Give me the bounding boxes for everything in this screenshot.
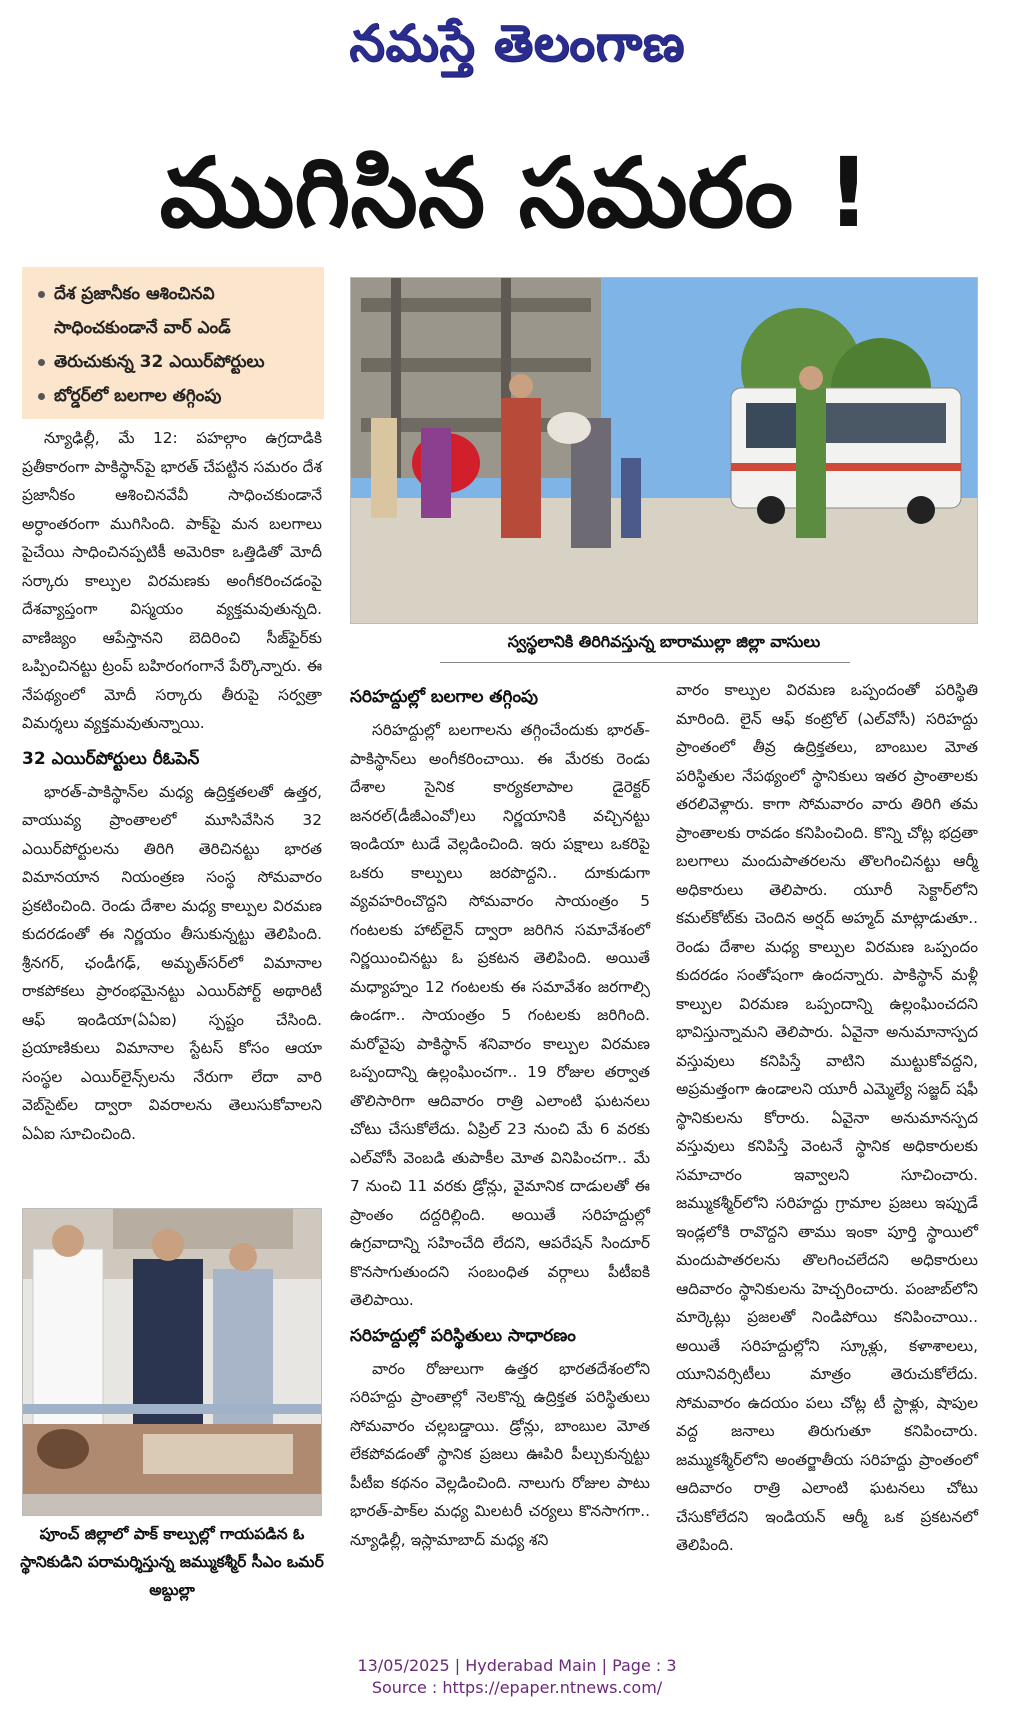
article-normalcy-body: వారం రోజులుగా ఉత్తర భారతదేశంలోని సరిహద్దు ప్రాంతాల్లో నెలకొన్న ఉద్రిక్తత పరిస్థితులు సోమవారం చల్లబడ్డాయి. డ్రోన్లు, బాంబుల మోత లేకపోవడంతో స్థానిక ప్రజలు ఊపిరి పీల్చుకున్నట్టు పీటీఐ కథనం వెల్లడించింది. నాలుగు రోజుల పాటు భారత్-పాక్‌ల మధ్య మిలటరీ చర్యలు కొనసాగగా.. న్యూఢిల్లీ, ఇస్లామాబాద్ మధ్య శని	[350, 1359, 650, 1549]
photo-returning-residents-image	[351, 278, 977, 623]
highlights-box	[22, 267, 324, 419]
subhead-normalcy: సరిహద్దుల్లో పరిస్థితులు సాధారణం	[350, 1325, 576, 1346]
subhead-airports: 32 ఎయిర్‌పోర్టులు రీఓపెన్	[22, 748, 200, 769]
column-3	[676, 676, 978, 1636]
article-lead: న్యూఢిల్లీ, మే 12: పహల్గాం ఉగ్రదాడికి ప్రతీకారంగా పాకిస్థాన్‌పై భారత్ చేపట్టిన సమరం దేశ ప్రజానీకం ఆశించినవేవీ సాధించకుండానే అర్ధాంతరంగా ముగిసింది. పాక్‌పై మన బలగాలు పైచేయి సాధించినప్పటికీ అమెరికా ఒత్తిడితో మోదీ సర్కారు కాల్పుల విరమణకు అంగీకరించడంపై దేశవ్యాప్తంగా విస్మయం వ్యక్తమవుతున్నది. వాణిజ్యం ఆపేస్తానని బెదిరించి సీజ్‌ఫైర్‌కు ఒప్పించినట్టు ట్రంప్ బహిరంగంగానే పేర్కొన్నారు. ఈ నేపథ్యంలో మోదీ సర్కారు తీరుపై సర్వత్రా విమర్శలు వ్యక్తమవుతున్నాయి.	[22, 429, 322, 732]
article-troop-body: సరిహద్దుల్లో బలగాలను తగ్గించేందుకు భారత్-పాకిస్థాన్‌లు అంగీకరించాయి. ఈ మేరకు రెండు దేశాల సైనిక కార్యకలాపాల డైరెక్టర్ జనరల్(డీజీఎంవో)లు నిర్ణయానికి వచ్చినట్టు ఇండియా టుడే వెల్లడించింది. ఇరు పక్షాలు ఒకరిపై ఒకరు కాల్పులు జరపొద్దని.. దూకుడుగా వ్యవహరించొద్దని సోమవారం సాయంత్రం 5 గంటలకు హాట్‌లైన్ ద్వారా జరిగిన సమావేశంలో నిర్ణయించినట్టు ఓ ప్రకటన తెలిపింది. అయితే మధ్యాహ్నం 12 గంటలకు ఈ సమావేశం జరగాల్సి ఉండగా.. సాయంత్రం 5 గంటలకు జరిగింది. మరోవైపు పాకిస్థాన్ శనివారం కాల్పుల విరమణ ఒప్పందాన్ని ఉల్లంఘించగా.. 19 రోజుల తర్వాత తొలిసారిగా ఆదివారం రాత్రి ఎలాంటి ఘటనలు చోటు చేసుకోలేదు. ఏప్రిల్ 23 నుంచి మే 6 వరకు ఎల్‌వోసీ వెంబడి తుపాకీల మోత వినిపించగా.. మే 7 నుంచి 11 వరకు డ్రోన్లు, వైమానిక దాడులతో ఈ ప్రాంతం దద్దరిల్లింది. అయితే సరిహద్దుల్లో ఉగ్రవాదాన్ని సహించేది లేదని, ఆపరేషన్ సిందూర్ కొనసాగుతుందని సంబంధిత వర్గాలు పీటీఐకి తెలిపాయి.	[350, 721, 650, 1309]
photo-returning-residents	[350, 277, 978, 624]
photo-cm-visit	[22, 1208, 322, 1516]
highlight-item: బోర్డర్‌లో బలగాల తగ్గింపు	[32, 379, 316, 413]
photo-returning-residents-caption: స్వస్థలానికి తిరిగివస్తున్న బారాముల్లా జిల్లా వాసులు	[507, 632, 821, 651]
highlight-item: దేశ ప్రజానీకం ఆశించినవి సాధించకుండానే వార్ ఎండ్	[32, 277, 316, 345]
subhead-troop-reduction: సరిహద్దుల్లో బలగాల తగ్గింపు	[350, 687, 539, 707]
photo-cm-visit-caption: పూంచ్ జిల్లాలో పాక్ కాల్పుల్లో గాయపడిన ఓ స్థానికుడిని పరామర్శిస్తున్న జమ్ముకశ్మీర్ సీఎం ఒమర్ అబ్దుల్లా	[20, 1525, 324, 1599]
photo-cm-visit-image	[23, 1209, 321, 1515]
footer-edition: 13/05/2025 | Hyderabad Main | Page : 3	[357, 1656, 677, 1675]
column-1	[22, 424, 322, 1214]
footer	[0, 1655, 1034, 1699]
column-2	[350, 676, 650, 1636]
caption-divider	[440, 662, 850, 663]
footer-source: Source : https://epaper.ntnews.com/	[371, 1678, 663, 1697]
highlight-item: తెరుచుకున్న 32 ఎయిర్‌పోర్టులు	[32, 345, 316, 379]
article-continued-body: వారం కాల్పుల విరమణ ఒప్పందంతో పరిస్థితి మారింది. లైన్ ఆఫ్ కంట్రోల్ (ఎల్‌వోసీ) సరిహద్దు ప్రాంతంలో తీవ్ర ఉద్రిక్తతలు, బాంబుల మోత పరిస్థితుల నేపథ్యంలో స్థానికులు ఇతర ప్రాంతాలకు తరలివెళ్లారు. కాగా సోమవారం వారు తిరిగి తమ ప్రాంతాలకు రావడం కనిపించింది. కొన్ని చోట్ల భద్రతా బలగాలు మందుపాతరలను తొలగించినట్టు ఆర్మీ అధికారులు తెలిపారు. యూరీ సెక్టార్‌లోని కమల్‌కోట్‌కు చెందిన అర్షద్ అహ్మద్ మాట్లాడుతూ.. రెండు దేశాల మధ్య కాల్పుల విరమణ ఒప్పందం కుదరడం సంతోషంగా ఉందన్నారు. పాకిస్థాన్ మళ్లీ కాల్పుల విరమణ ఒప్పందాన్ని ఉల్లంఘించదని భావిస్తున్నామని తెలిపారు. ఏవైనా అనుమానాస్పద వస్తువులు కనిపిస్తే వాటిని ముట్టుకోవద్దని, అప్రమత్తంగా ఉండాలని యూరీ ఎమ్మెల్యే సజ్జద్ షఫీ స్థానికులను కోరారు. ఏవైనా అనుమానస్పద వస్తువులు కనిపిస్తే వెంటనే స్థానిక అధికారులకు సమాచారం ఇవ్వాలని సూచించారు. జమ్ముకశ్మీర్‌లోని సరిహద్దు గ్రామాల ప్రజలు ఇప్పుడే ఇండ్లలోకి రావొద్దని తాము ఇంకా పూర్తి స్థాయిలో మందుపాతరలను తొలగించలేదని అధికారులు ఆదివారం స్థానికులను హెచ్చరించారు. పంజాబ్‌లోని మార్కెట్లు ప్రజలతో నిండిపోయి కనిపించాయి.. అయితే సరిహద్దుల్లోని స్కూళ్లు, కళాశాలలు, యూనివర్సిటీలు మాత్రం తెరుచుకోలేదు. సోమవారం ఉదయం పలు చోట్ల టీ స్టాళ్లు, షాపుల వద్ద జనాలు తిరుగుతూ కనిపించారు. జమ్ముకశ్మీర్‌లోని అంతర్జాతీయ సరిహద్దు ప్రాంతంలో ఆదివారం రాత్రి ఎలాంటి ఘటనలు చోటు చేసుకోలేదని ఇండియన్ ఆర్మీ ఒక ప్రకటనలో తెలిపింది.	[676, 681, 978, 1554]
headline: ముగిసిన సమరం !	[159, 137, 871, 249]
article-airports-body: భారత్-పాకిస్థాన్‌ల మధ్య ఉద్రిక్తతలతో ఉత్తర, వాయువ్య ప్రాంతాలలో మూసివేసిన 32 ఎయిర్‌పోర్టులను తిరిగి తెరిచినట్టు భారత విమానయాన నియంత్రణ సంస్థ సోమవారం ప్రకటించింది. రెండు దేశాల మధ్య కాల్పుల విరమణ కుదరడంతో ఈ నిర్ణయం తీసుకున్నట్టు తెలిపింది. శ్రీనగర్, ఛండీగఢ్, అమృత్‌సర్‌లో విమానాల రాకపోకలు ప్రారంభమైనట్టు ఎయిర్‌పోర్ట్ అథారిటీ ఆఫ్ ఇండియా(ఏఏఐ) స్పష్టం చేసింది. ప్రయాణికులు విమానాల స్టేటస్ కోసం ఆయా సంస్థల ఎయిర్‌లైన్స్‌లను నేరుగా లేదా వారి వెబ్‌సైట్‌ల ద్వారా వివరాలను తెలుసుకోవాలని ఏఏఐ సూచించింది.	[22, 782, 322, 1143]
masthead-logo: నమస్తే తెలంగాణ	[349, 14, 685, 72]
